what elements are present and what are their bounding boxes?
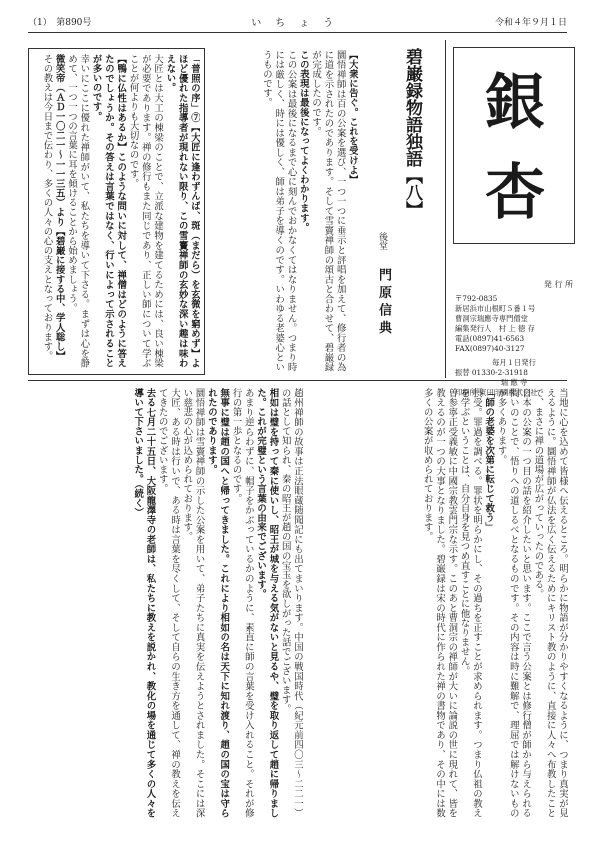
lower-paragraph-3: 摂受。罪過を調べる。罪状を明らかにし、その過ちを正すことが求められます。つまり仏祖の教えを学ぶということは、自分自身を見つめ直すことに他なりません。 bbox=[458, 388, 482, 818]
organization: 曹洞宗瑞應寺専門僧堂 bbox=[455, 314, 528, 323]
lower-right-body bbox=[310, 388, 568, 818]
highlight-text-3: この表現は最後になってよくわかります。 bbox=[297, 50, 309, 233]
column-divider bbox=[445, 40, 446, 378]
issuer-label: 発 行 所 bbox=[543, 280, 573, 289]
bottom-para-4: 無事に璧は趙の国へと帰ってきました。これにより相如の名は天下に知れ渡り、趙の国の宝は守られたのであります。 bbox=[205, 388, 230, 818]
bottom-para-3: あまり逆らわずに、帽子をかぶっているかのように、素直に師の言葉を受け入れること。それが修行の第一歩となるのです。 bbox=[230, 388, 254, 818]
editor: 編集発行人 村 上 徳 存 bbox=[455, 324, 535, 333]
lower-left-body bbox=[28, 388, 303, 818]
logo-char-1: 銀 bbox=[485, 68, 545, 138]
bottom-para-1: 趙州禅師の故事は正法眼蔵随聞記にも出てまいります。中国の戦国時代（紀元前四〇三〜二二一）の話として知られ、秦の昭王が趙の国の宝玉を欲しがった話でございます。 bbox=[279, 388, 303, 818]
logo-char-2: 杏 bbox=[485, 158, 545, 228]
page-number: （1） 第890号 bbox=[28, 17, 92, 28]
issue-date: 令和４年９月１日 bbox=[494, 17, 567, 28]
highlight-text-1: 【大衆に告ぐ。これを受けよ】 bbox=[347, 50, 358, 185]
sidebar-body bbox=[32, 54, 200, 368]
transfer-name: 瑞 應 寺 bbox=[500, 378, 528, 387]
upper-paragraph-2: この公案は最後になるまで心に刻んでおかなくてはなりません。つまり時には厳しく、時には優しく、師は弟子を導くのです。いわゆる老婆心というものです。 bbox=[260, 50, 297, 372]
sidebar-para-3: 【鴨に仏性はあるか】このような問いに対して、禅僧はどのように答えたのでしょうか。その答えは言葉ではなく、行いによって示されることが多いのです。 bbox=[90, 54, 127, 368]
header-rule bbox=[28, 32, 567, 33]
lower-paragraph-4: 曽参寧正受義敏に中國宗教雲門宗な示す。このあと曹洞宗の禅師が大いに論説の世に現れて、皆を教えるのが一つの大事となりました。碧巌録は宋の時代に作られた禅の書物であり、その中には数多くの公案が収められております。 bbox=[421, 388, 458, 818]
sidebar-para-2: 大匠とは大工の棟梁のことで、立派な建物を建てるためには、良い棟梁が必要であります。禅の修行もまた同じであり、正しい師について学ぶことが何よりも大切なのです。 bbox=[127, 54, 164, 368]
fax: FAX(0897)40-3127 bbox=[455, 344, 525, 353]
newspaper-name: い ち ょ う bbox=[251, 17, 336, 29]
highlight-text-2: 「師の老婆を次第に転じて救う」 bbox=[483, 388, 495, 532]
article-title: 碧巌録物語独語【八】 bbox=[402, 48, 422, 218]
bottom-para-7: 去る七月二十五日、大阪龍澤寺の老師は、私たちに教えを説かれ、教化の場を通じて多くの人々を導いて下さいました。（続く） bbox=[132, 388, 156, 818]
sidebar-para-4: 幸いにここに優れた禅師がいて、私たちを導いて下さる。まずは心を静めて、一つ一つの言葉に耳を傾けることから始めましょう。 bbox=[66, 54, 90, 368]
lower-paragraph-2: 日本の公案の一つ目の話を紹介したいと思います。ここで言う公案とは修行僧が師から与えられる問いのことで、悟りへの道しるべとなるものです。その内容は時に難解で、理屈では解けないものが多くあります。 bbox=[495, 388, 532, 818]
transfer-account: 振替 01330-2-31918 bbox=[455, 368, 528, 377]
author-name: 門 原 信 典 bbox=[376, 268, 391, 334]
sidebar-para-5: 微笑帝（ＡＤ一〇二一〜一一三五）より【碧巌に接する中、学人聡し】 bbox=[53, 54, 65, 361]
publish-schedule: 毎月１日発行 bbox=[492, 358, 536, 367]
upper-paragraph-1: 圜悟禅師は百の公案を選び、一つ一つに垂示と評唱を加えて、修行者の為に道を示されたのであります。そして雪竇禅師の頌古と合わせて、碧巌録が完成したのです。 bbox=[310, 50, 346, 372]
bottom-para-6: 大匠、ある時は行いで、ある時は言葉を尽くして、そして自らの生き方を通して、禅の教えを伝えてきたのでございます。 bbox=[156, 388, 181, 818]
address: 新居浜市山根町５番１号 bbox=[455, 304, 536, 313]
bottom-para-5: 圜悟禅師は雪竇禅師の示した公案を用いて、弟子たちに真実を伝えようとされました。そこには深い慈悲の心が込められております。 bbox=[181, 388, 205, 818]
page-header bbox=[28, 12, 567, 30]
author-label: 後堂 bbox=[377, 232, 387, 250]
bottom-para-2: 相如は璧を持って秦に使いし、昭王が城を与える気がないと見るや、璧を取り返して趙に帰りました。これが完璧という言葉の由来でございます。 bbox=[255, 388, 279, 818]
lower-paragraph-1: 当地に心を込めて皆様へ伝えるところ。明らかに物語が分かりやすくなるように、つまり真実が見えるように。圜悟禅師が仏法を広く伝えるためにキリスト教のように、直接に人々へ布教したことで、まさに禅の道場が広がっていったのである。 bbox=[532, 388, 568, 818]
postal-code: 〒792-0835 bbox=[455, 294, 498, 303]
sidebar-para-6: その教えは今日まで伝わり、多くの人々の心の支えとなっております。 bbox=[41, 54, 53, 361]
section-divider bbox=[28, 380, 567, 381]
sidebar-para-1: 「普照の序」⑦【大匠に逢わずんば、斑（まだら）を玄微を窮めず】よほど優れた指導者が現れない限り、この雪竇禅師の玄妙な深い趣は味わえない。 bbox=[164, 54, 200, 368]
upper-body bbox=[210, 50, 358, 372]
telephone: 電話(0897)41-6563 bbox=[455, 334, 525, 343]
printer: 印刷所 東田印刷株式会社 bbox=[455, 388, 538, 397]
